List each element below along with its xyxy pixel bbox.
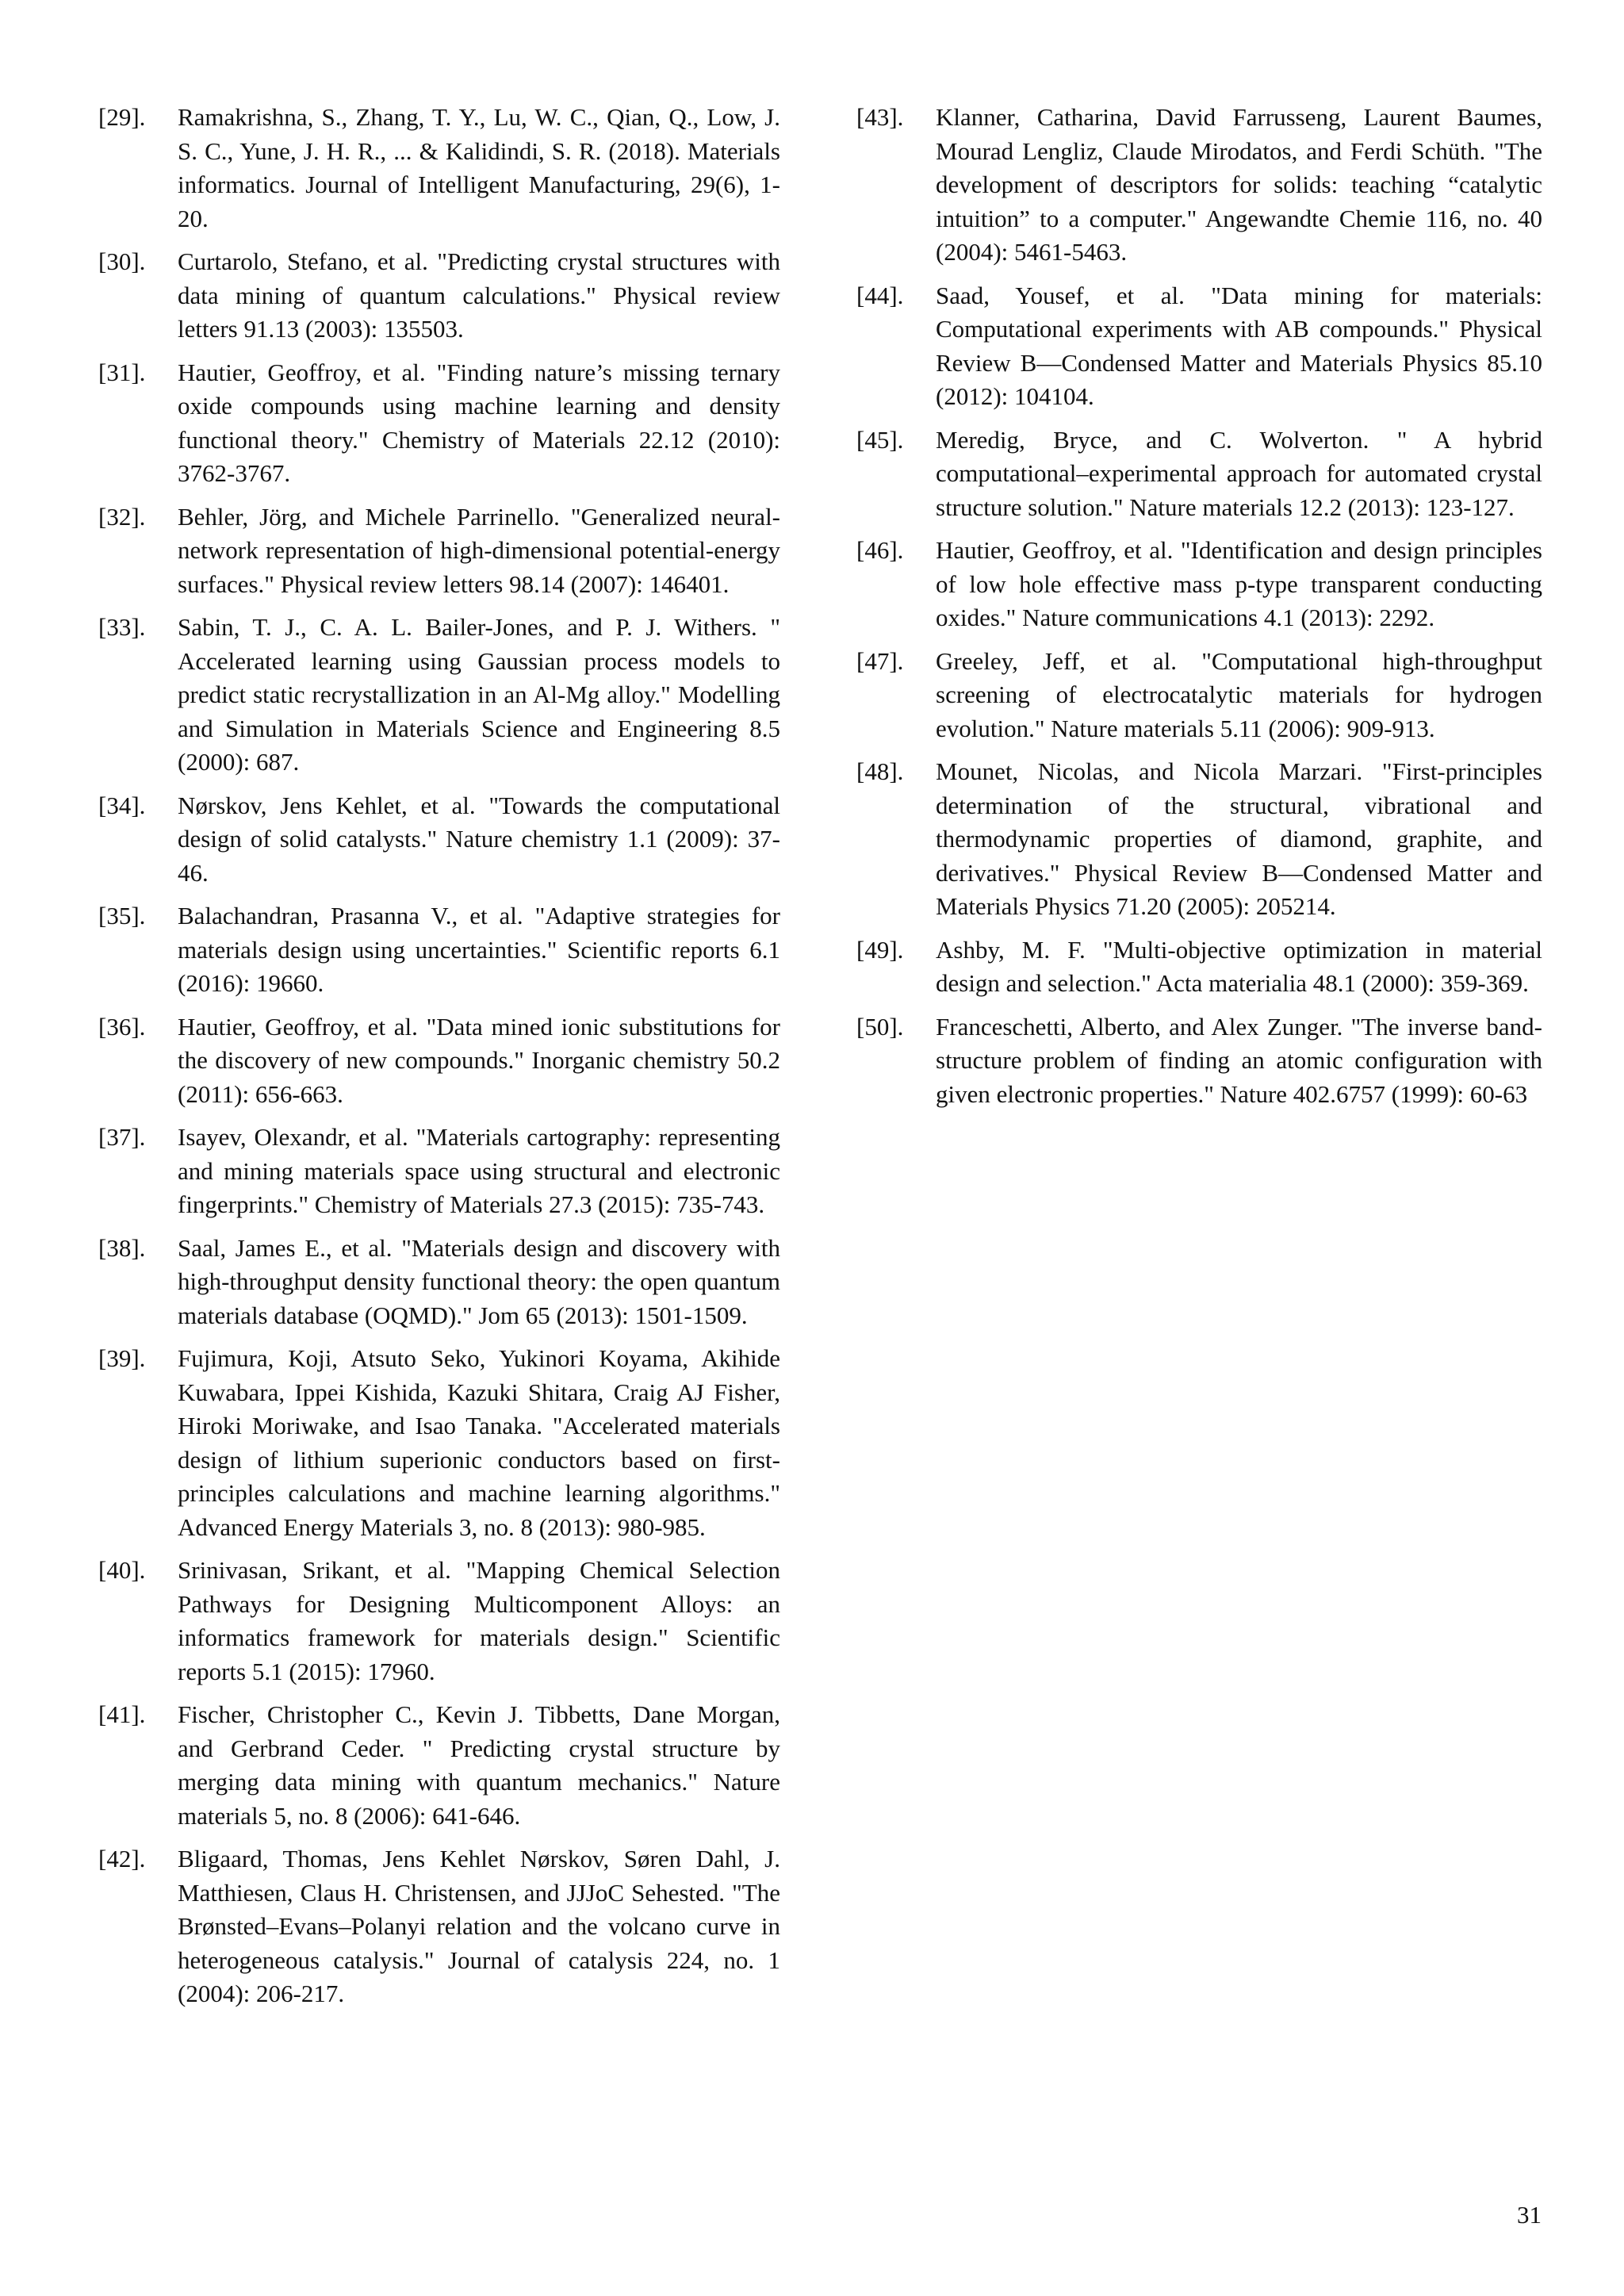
- reference-item: [98, 1342, 780, 1544]
- reference-number: [47].: [856, 646, 904, 675]
- reference-number: [34].: [98, 791, 146, 819]
- reference-number: [30].: [98, 247, 146, 275]
- reference-number: [35].: [98, 902, 146, 930]
- reference-text: Nørskov, Jens Kehlet, et al. "Towards the computational design of solid catalysts." Nature chemistry 1.1 (2009): 37-46.: [178, 791, 780, 887]
- reference-text: Ramakrishna, S., Zhang, T. Y., Lu, W. C., Qian, Q., Low, J. S. C., Yune, J. H. R., ... & Kalidindi, S. R. (2018). Materials informatics. Journal of Intelligent Manufacturing, 29(6), 1-20.: [178, 103, 780, 232]
- reference-number: [36].: [98, 1012, 146, 1041]
- reference-text: Curtarolo, Stefano, et al. "Predicting crystal structures with data mining of quantum calculations." Physical review letters 91.13 (2003): 135503.: [178, 247, 780, 343]
- reference-text: Sabin, T. J., C. A. L. Bailer-Jones, and P. J. Withers. " Accelerated learning using Gaussian process models to predict static recrystallization in an Al-Mg alloy." Modelling and Simulation in Materials Science and Engineering 8.5 (2000): 687.: [178, 613, 780, 776]
- reference-number: [38].: [98, 1233, 146, 1262]
- reference-number: [42].: [98, 1845, 146, 1872]
- reference-item: [856, 645, 1542, 746]
- reference-item: [98, 101, 780, 236]
- reference-text: Bligaard, Thomas, Jens Kehlet Nørskov, Søren Dahl, J. Matthiesen, Claus H. Christensen, and JJJoC Sehested. "The Brønsted–Evans–Polanyi relation and the volcano curve in heterogeneous catalysis." Journal of catalysis 224, no. 1 (2004): 206-217.: [178, 1845, 780, 2007]
- reference-text: Fujimura, Koji, Atsuto Seko, Yukinori Koyama, Akihide Kuwabara, Ippei Kishida, Kazuki Shitara, Craig AJ Fisher, Hiroki Moriwake, and Isao Tanaka. "Accelerated materials design of lithium superionic conductors based on first-principles calculations and machine learning algorithms." Advanced Energy Materials 3, no. 8 (2013): 980-985.: [178, 1344, 780, 1541]
- reference-number: [43].: [856, 103, 904, 131]
- reference-list-right: [856, 101, 1542, 1121]
- reference-number: [29].: [98, 103, 146, 131]
- reference-number: [37].: [98, 1123, 146, 1151]
- reference-text: Meredig, Bryce, and C. Wolverton. " A hybrid computational–experimental approach for automated crystal structure solution." Nature materials 12.2 (2013): 123-127.: [936, 425, 1542, 521]
- reference-item: [98, 611, 780, 780]
- reference-text: Greeley, Jeff, et al. "Computational high-throughput screening of electrocatalytic materials for hydrogen evolution." Nature materials 5.11 (2006): 909-913.: [936, 646, 1542, 742]
- reference-item: [856, 101, 1542, 270]
- reference-number: [41].: [98, 1700, 146, 1728]
- reference-text: Saad, Yousef, et al. "Data mining for materials: Computational experiments with AB compounds." Physical Review B—Condensed Matter and Materials Physics 85.10 (2012): 104104.: [936, 281, 1542, 410]
- reference-text: Balachandran, Prasanna V., et al. "Adaptive strategies for materials design using uncertainties." Scientific reports 6.1 (2016): 19660.: [178, 902, 780, 997]
- reference-text: Hautier, Geoffroy, et al. "Identification and design principles of low hole effective mass p-type transparent conducting oxides." Nature communications 4.1 (2013): 2292.: [936, 536, 1542, 631]
- reference-text: Franceschetti, Alberto, and Alex Zunger. "The inverse band-structure problem of finding an atomic configuration with given electronic properties." Nature 402.6757 (1999): 60-63: [936, 1012, 1542, 1108]
- reference-text: Klanner, Catharina, David Farrusseng, Laurent Baumes, Mourad Lengliz, Claude Mirodatos, and Ferdi Schüth. "The development of descriptors for solids: teaching “catalytic intuition” to a computer." Angewandte Chemie 116, no. 40 (2004): 5461-5463.: [936, 103, 1542, 266]
- reference-item: [856, 424, 1542, 525]
- reference-number: [49].: [856, 935, 904, 964]
- reference-item: [98, 1554, 780, 1688]
- reference-number: [45].: [856, 425, 904, 454]
- reference-item: [856, 1010, 1542, 1112]
- reference-number: [46].: [856, 536, 904, 564]
- reference-item: [98, 500, 780, 602]
- reference-item: [856, 279, 1542, 414]
- reference-text: Srinivasan, Srikant, et al. "Mapping Chemical Selection Pathways for Designing Multicomponent Alloys: an informatics framework for materials design." Scientific reports 5.1 (2015): 17960.: [178, 1556, 780, 1685]
- reference-number: [48].: [856, 757, 904, 785]
- reference-list-left: [98, 101, 780, 2021]
- reference-item: [98, 1842, 780, 2011]
- reference-item: [98, 1010, 780, 1112]
- reference-number: [40].: [98, 1556, 146, 1584]
- reference-item: [98, 1698, 780, 1833]
- reference-text: Mounet, Nicolas, and Nicola Marzari. "First-principles determination of the structural, vibrational and thermodynamic properties of diamond, graphite, and derivatives." Physical Review B—Condensed Matter and Materials Physics 71.20 (2005): 205214.: [936, 757, 1542, 920]
- reference-text: Hautier, Geoffroy, et al. "Finding nature’s missing ternary oxide compounds using machine learning and density functional theory." Chemistry of Materials 22.12 (2010): 3762-3767.: [178, 358, 780, 487]
- reference-number: [33].: [98, 613, 146, 641]
- reference-text: Ashby, M. F. "Multi-objective optimization in material design and selection." Acta materialia 48.1 (2000): 359-369.: [936, 935, 1542, 997]
- reference-text: Hautier, Geoffroy, et al. "Data mined ionic substitutions for the discovery of new compounds." Inorganic chemistry 50.2 (2011): 656-663.: [178, 1012, 780, 1108]
- reference-text: Behler, Jörg, and Michele Parrinello. "Generalized neural-network representation of high-dimensional potential-energy surfaces." Physical review letters 98.14 (2007): 146401.: [178, 502, 780, 598]
- reference-item: [98, 899, 780, 1001]
- reference-number: [31].: [98, 358, 146, 386]
- reference-item: [856, 534, 1542, 635]
- reference-number: [44].: [856, 281, 904, 309]
- reference-item: [98, 789, 780, 891]
- reference-text: Saal, James E., et al. "Materials design and discovery with high-throughput density functional theory: the open quantum materials database (OQMD)." Jom 65 (2013): 1501-1509.: [178, 1233, 780, 1329]
- reference-item: [98, 1121, 780, 1222]
- reference-number: [39].: [98, 1344, 146, 1372]
- reference-item: [98, 245, 780, 347]
- reference-text: Fischer, Christopher C., Kevin J. Tibbetts, Dane Morgan, and Gerbrand Ceder. " Predicting crystal structure by merging data mining with quantum mechanics." Nature materials 5, no. 8 (2006): 641-646.: [178, 1700, 780, 1830]
- reference-item: [98, 356, 780, 491]
- reference-item: [98, 1232, 780, 1333]
- reference-text: Isayev, Olexandr, et al. "Materials cartography: representing and mining materials space using structural and electronic fingerprints." Chemistry of Materials 27.3 (2015): 735-743.: [178, 1123, 780, 1218]
- reference-number: [50].: [856, 1012, 904, 1041]
- reference-number: [32].: [98, 502, 146, 531]
- page-number: 31: [1517, 2201, 1542, 2229]
- reference-item: [856, 755, 1542, 924]
- reference-item: [856, 933, 1542, 1001]
